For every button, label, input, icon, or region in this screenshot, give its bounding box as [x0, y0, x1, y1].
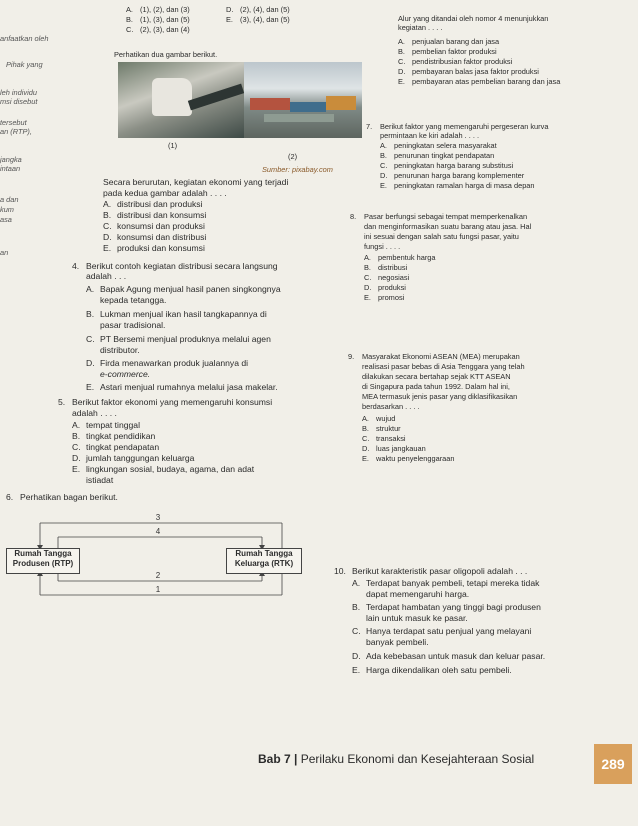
left-fragment: a dan: [0, 195, 19, 204]
q5-option: A. tempat tinggal: [72, 420, 140, 430]
rt-line: kegiatan . . . .: [398, 23, 443, 32]
footer-title: [258, 752, 534, 766]
arrow-label-3: 3: [155, 513, 161, 522]
chapter-label: Bab 7: [258, 752, 291, 766]
q7-option: D. penurunan harga barang komplementer: [380, 171, 525, 180]
q3-option: D. konsumsi dan distribusi: [103, 232, 207, 242]
q10-option-line: banyak pembeli.: [366, 637, 429, 647]
q4-option: D. Firda menawarkan produk jualannya di: [86, 358, 249, 368]
q8-question-line: dan menginformasikan suatu barang atau jasa. Hal: [364, 222, 532, 231]
q3-option: C. konsumsi dan produksi: [103, 221, 205, 231]
q10-option-line: dapat memengaruhi harga.: [366, 589, 470, 599]
arrow-label-1: 1: [155, 585, 161, 594]
q7-option: E. peningkatan ramalan harga di masa depan: [380, 181, 535, 190]
diagram-spacer: [28, 515, 254, 519]
q4-question: 4. Berikut contoh kegiatan distribusi secara langsung: [72, 261, 278, 271]
q7-question: 7. Berikut faktor yang memengaruhi pergeseran kurva: [366, 122, 549, 131]
q9-question-line: MEA termasuk jenis pasar yang diklasifikasikan: [362, 392, 518, 401]
q3-text-line: pada kedua gambar adalah . . . .: [103, 188, 227, 198]
q10-option: E. Harga dikendalikan oleh satu pembeli.: [352, 665, 512, 675]
q4-option: B. Lukman menjual ikan hasil tangkapannya di: [86, 309, 267, 319]
rt-option: C. pendistribusian faktor produksi: [398, 57, 513, 66]
container-red: [250, 98, 290, 110]
page-number: 289: [594, 744, 632, 784]
rt-option: E. pembayaran atas pembelian barang dan jasa: [398, 77, 561, 86]
photo-caption-2: (2): [288, 152, 298, 161]
q9-question-line: berdasarkan . . . .: [362, 402, 420, 411]
container-row: [264, 114, 334, 122]
left-fragment: jangka: [0, 155, 22, 164]
left-fragment: anfaatkan oleh: [0, 34, 49, 43]
q3-intro: Perhatikan dua gambar berikut.: [114, 50, 218, 59]
box-rtp: Rumah Tangga Produsen (RTP): [6, 548, 80, 574]
chapter-title: Perilaku Ekonomi dan Kesejahteraan Sosial: [300, 752, 535, 766]
left-fragment: asa: [0, 215, 12, 224]
prev-option-e: E. (3), (4), dan (5): [226, 15, 290, 24]
photo-fuel-pump: [118, 62, 244, 138]
photo-container-port: [244, 62, 362, 138]
q7-option: A. peningkatan selera masyarakat: [380, 141, 497, 150]
q9-option: E. waktu penyelenggaraan: [362, 454, 455, 463]
q4-option: C. PT Bersemi menjual produknya melalui agen: [86, 334, 271, 344]
q8-option: A. pembentuk harga: [364, 253, 436, 262]
left-fragment: an (RTP),: [0, 127, 32, 136]
q10-option: B. Terdapat hambatan yang tinggi bagi produsen: [352, 602, 541, 612]
fuel-nozzle-shape: [152, 78, 192, 116]
q5-option: C. tingkat pendapatan: [72, 442, 160, 452]
q9-question-line: dilakukan secara bertahap sejak KTT ASEAN: [362, 372, 511, 381]
q8-question: 8. Pasar berfungsi sebagai tempat memperkenalkan: [350, 212, 528, 221]
q7-option: B. penurunan tingkat pendapatan: [380, 151, 495, 160]
q10-option: C. Hanya terdapat satu penjual yang melayani: [352, 626, 532, 636]
q3-option: B. distribusi dan konsumsi: [103, 210, 207, 220]
q9-question: 9. Masyarakat Ekonomi ASEAN (MEA) merupakan: [348, 352, 520, 361]
q4-question-line: adalah . . .: [86, 271, 127, 281]
q8-option: E. promosi: [364, 293, 405, 302]
q10-option-line: lain untuk masuk ke pasar.: [366, 613, 468, 623]
rt-option: D. pembayaran balas jasa faktor produksi: [398, 67, 539, 76]
q3-option: E. produksi dan konsumsi: [103, 243, 205, 253]
prev-option-a: A. (1), (2), dan (3): [126, 5, 190, 14]
rt-line: Alur yang ditandai oleh nomor 4 menunjukkan: [398, 14, 549, 23]
q5-question: 5. Berikut faktor ekonomi yang memengaruhi konsumsi: [58, 397, 273, 407]
q5-option: B. tingkat pendidikan: [72, 431, 156, 441]
q4-option: E. Astari menjual rumahnya melalui jasa makelar.: [86, 382, 278, 392]
q4-option-line: pasar tradisional.: [100, 320, 166, 330]
q3-option: A. distribusi dan produksi: [103, 199, 203, 209]
q9-option: D. luas jangkauan: [362, 444, 426, 453]
q4-option: A. Bapak Agung menjual hasil panen singkongnya: [86, 284, 281, 294]
q7-question-line: permintaan ke kiri adalah . . . .: [380, 131, 480, 140]
box-rtk: Rumah Tangga Keluarga (RTK): [226, 548, 302, 574]
q9-option: C. transaksi: [362, 434, 406, 443]
q5-question-line: adalah . . . .: [72, 408, 117, 418]
footer-separator: |: [294, 752, 298, 766]
q5-option: E. lingkungan sosial, budaya, agama, dan adat: [72, 464, 255, 474]
q8-question-line: ini sesuai dengan salah satu fungsi pasar, yaitu: [364, 232, 519, 241]
q10-question: 10. Berikut karakteristik pasar oligopoli adalah . . .: [334, 566, 528, 576]
q5-option: D. jumlah tanggungan keluarga: [72, 453, 195, 463]
q8-question-line: fungsi . . . .: [364, 242, 401, 251]
arrow-label-2: 2: [155, 571, 161, 580]
left-fragment: kum: [0, 205, 14, 214]
left-fragment: tersebut: [0, 118, 27, 127]
prev-option-d: D. (2), (4), dan (5): [226, 5, 290, 14]
q9-option: A. wujud: [362, 414, 396, 423]
prev-option-b: B. (1), (3), dan (5): [126, 15, 190, 24]
q7-option: C. peningkatan harga barang substitusi: [380, 161, 514, 170]
prev-option-c: C. (2), (3), dan (4): [126, 25, 190, 34]
q9-option: B. struktur: [362, 424, 401, 433]
photo-source: Sumber: pixabay.com: [262, 165, 333, 174]
q3-text-line: Secara berurutan, kegiatan ekonomi yang terjadi: [103, 177, 289, 187]
q4-option-line: distributor.: [100, 345, 140, 355]
q6-question: 6. Perhatikan bagan berikut.: [6, 492, 118, 502]
q8-option: D. produksi: [364, 283, 406, 292]
left-fragment: Pihak yang: [6, 60, 43, 69]
container-orange: [326, 96, 356, 110]
hose-shape: [188, 84, 244, 111]
q4-option-line: e-commerce.: [100, 369, 151, 379]
rt-option: A. penjualan barang dan jasa: [398, 37, 500, 46]
left-fragment: intaan: [0, 164, 21, 173]
q8-option: C. negosiasi: [364, 273, 410, 282]
q5-option-line: istiadat: [86, 475, 114, 485]
photo-caption-1: (1): [168, 141, 178, 150]
q9-question-line: realisasi pasar bebas di Asia Tenggara yang telah: [362, 362, 525, 371]
q8-option: B. distribusi: [364, 263, 408, 272]
q10-option: D. Ada kebebasan untuk masuk dan keluar pasar.: [352, 651, 546, 661]
q10-option: A. Terdapat banyak pembeli, tetapi mereka tidak: [352, 578, 540, 588]
left-fragment: leh individu: [0, 88, 37, 97]
left-fragment: msi disebut: [0, 97, 38, 106]
q9-question-line: di Singapura pada tahun 1992. Dalam hal ini,: [362, 382, 510, 391]
arrow-label-4: 4: [155, 527, 161, 536]
left-fragment: an: [0, 248, 9, 257]
rt-option: B. pembelian faktor produksi: [398, 47, 497, 56]
container-blue: [290, 102, 326, 112]
q4-option-line: kepada tetangga.: [100, 295, 167, 305]
